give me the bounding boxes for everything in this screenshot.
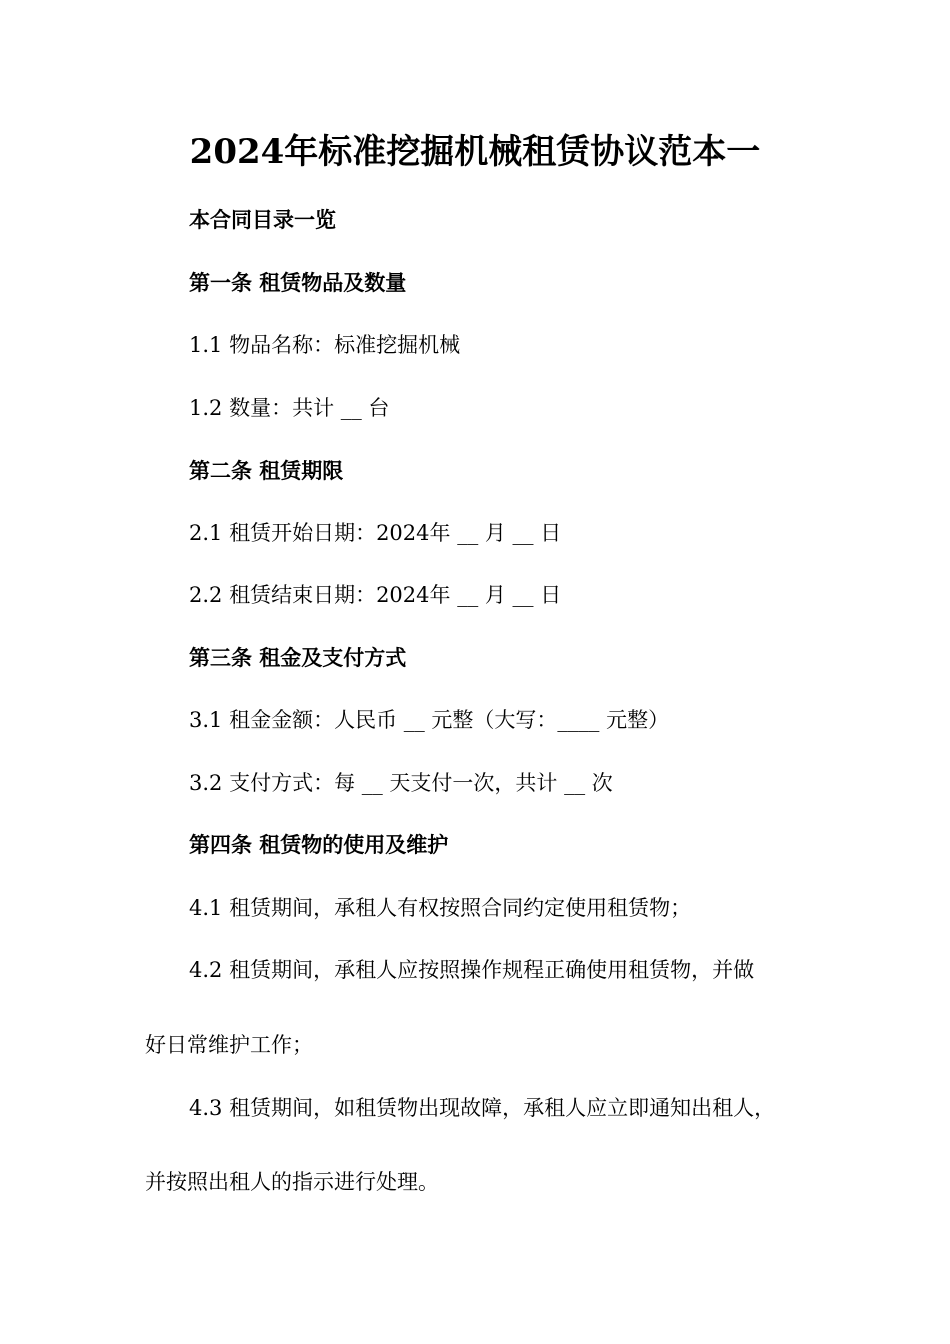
article-3-heading: 第三条 租金及支付方式 [189, 645, 407, 670]
item-2-2: 2.2 租赁结束日期：2024年 __ 月 __ 日 [189, 583, 562, 607]
item-3-1: 3.1 租金金额：人民币 __ 元整（大写：____ 元整） [189, 708, 670, 732]
toc-heading: 本合同目录一览 [189, 207, 336, 232]
item-1-1: 1.1 物品名称：标准挖掘机械 [189, 333, 461, 357]
item-4-2-line-1: 4.2 租赁期间，承租人应按照操作规程正确使用租赁物，并做 [189, 958, 755, 982]
item-1-2: 1.2 数量：共计 __ 台 [189, 396, 390, 420]
item-2-1: 2.1 租赁开始日期：2024年 __ 月 __ 日 [189, 521, 562, 545]
item-4-1: 4.1 租赁期间，承租人有权按照合同约定使用租赁物； [189, 896, 692, 920]
item-3-2: 3.2 支付方式：每 __ 天支付一次，共计 __ 次 [189, 771, 613, 795]
article-4-heading: 第四条 租赁物的使用及维护 [189, 832, 449, 857]
document-title: 2024年标准挖掘机械租赁协议范本一 [189, 132, 761, 172]
item-4-3-line-1: 4.3 租赁期间，如租赁物出现故障，承租人应立即通知出租人， [189, 1096, 776, 1120]
article-2-heading: 第二条 租赁期限 [189, 458, 344, 483]
item-4-2-line-2: 好日常维护工作； [145, 1033, 313, 1057]
article-1-heading: 第一条 租赁物品及数量 [189, 270, 407, 295]
item-4-3-line-2: 并按照出租人的指示进行处理。 [145, 1170, 439, 1194]
